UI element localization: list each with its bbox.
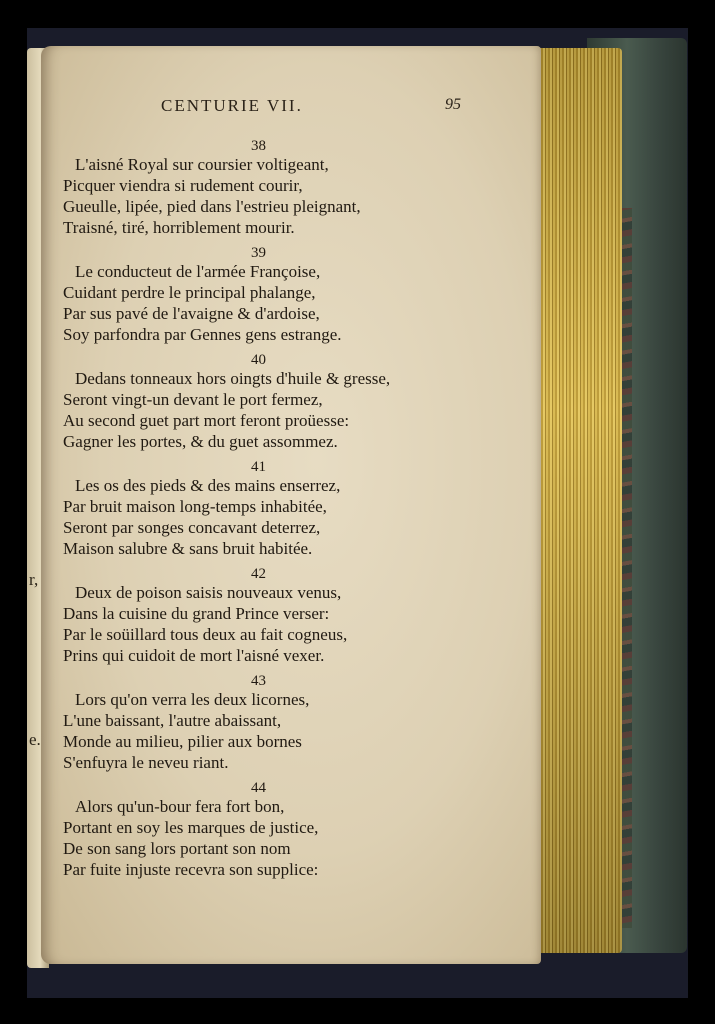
quatrain-number: 43 <box>251 673 266 689</box>
quatrain-40 <box>41 352 541 452</box>
book-page <box>41 46 541 964</box>
facing-page-fragment: e. <box>29 730 41 749</box>
page-number: 95 <box>445 96 461 113</box>
quatrain-42 <box>41 566 541 666</box>
quatrain-number: 44 <box>251 780 266 796</box>
verse-line: Lors qu'on verra les deux licornes, <box>75 690 310 709</box>
quatrain-number: 38 <box>251 138 266 154</box>
verse-line: Traisné, tiré, horriblement mourir. <box>63 218 295 237</box>
verse-line: Gueulle, lipée, pied dans l'estrieu pleignant, <box>63 197 361 216</box>
verse-line: Portant en soy les marques de justice, <box>63 818 319 837</box>
quatrain-number: 41 <box>251 459 266 475</box>
quatrain-number: 40 <box>251 352 266 368</box>
verse-line: Dans la cuisine du grand Prince verser: <box>63 604 330 623</box>
verse-line: Par bruit maison long-temps inhabitée, <box>63 497 327 516</box>
quatrain-38 <box>41 138 541 238</box>
facing-page-fragment: r, <box>29 570 39 589</box>
verse-line: Au second guet part mort feront proüesse: <box>63 411 350 430</box>
verse-line: S'enfuyra le neveu riant. <box>63 753 229 772</box>
verse-line: Maison salubre & sans bruit habitée. <box>63 539 313 558</box>
quatrain-text <box>41 138 541 880</box>
verse-line: Gagner les portes, & du guet assommez. <box>63 432 338 451</box>
verse-line: Par sus pavé de l'avaigne & d'ardoise, <box>63 304 320 323</box>
verse-line: Prins qui cuidoit de mort l'aisné vexer. <box>63 646 325 665</box>
page-header <box>41 96 541 122</box>
quatrain-number: 39 <box>251 245 266 261</box>
verse-line: Le conducteut de l'armée Françoise, <box>75 262 321 281</box>
quatrain-43 <box>41 673 541 773</box>
verse-line: Deux de poison saisis nouveaux venus, <box>75 583 342 602</box>
verse-line: Monde au milieu, pilier aux bornes <box>63 732 302 751</box>
quatrain-44 <box>41 780 541 880</box>
verse-line: Par fuite injuste recevra son supplice: <box>63 860 319 879</box>
verse-line: Seront par songes concavant deterrez, <box>63 518 321 537</box>
verse-line: Par le soüillard tous deux au fait cogneus, <box>63 625 348 644</box>
verse-line: Soy parfondra par Gennes gens estrange. <box>63 325 342 344</box>
photo-frame <box>27 28 688 998</box>
verse-line: Alors qu'un-bour fera fort bon, <box>75 797 285 816</box>
quatrain-41 <box>41 459 541 559</box>
verse-line: Picquer viendra si rudement courir, <box>63 176 303 195</box>
quatrain-number: 42 <box>251 566 266 582</box>
verse-line: Seront vingt-un devant le port fermez, <box>63 390 323 409</box>
verse-line: Dedans tonneaux hors oingts d'huile & gresse, <box>75 369 391 388</box>
running-title: CENTURIE VII. <box>161 96 303 115</box>
verse-line: L'aisné Royal sur coursier voltigeant, <box>75 155 329 174</box>
verse-line: Les os des pieds & des mains enserrez, <box>75 476 341 495</box>
verse-line: L'une baissant, l'autre abaissant, <box>63 711 282 730</box>
verse-line: Cuidant perdre le principal phalange, <box>63 283 316 302</box>
quatrain-39 <box>41 245 541 345</box>
verse-line: De son sang lors portant son nom <box>63 839 291 858</box>
